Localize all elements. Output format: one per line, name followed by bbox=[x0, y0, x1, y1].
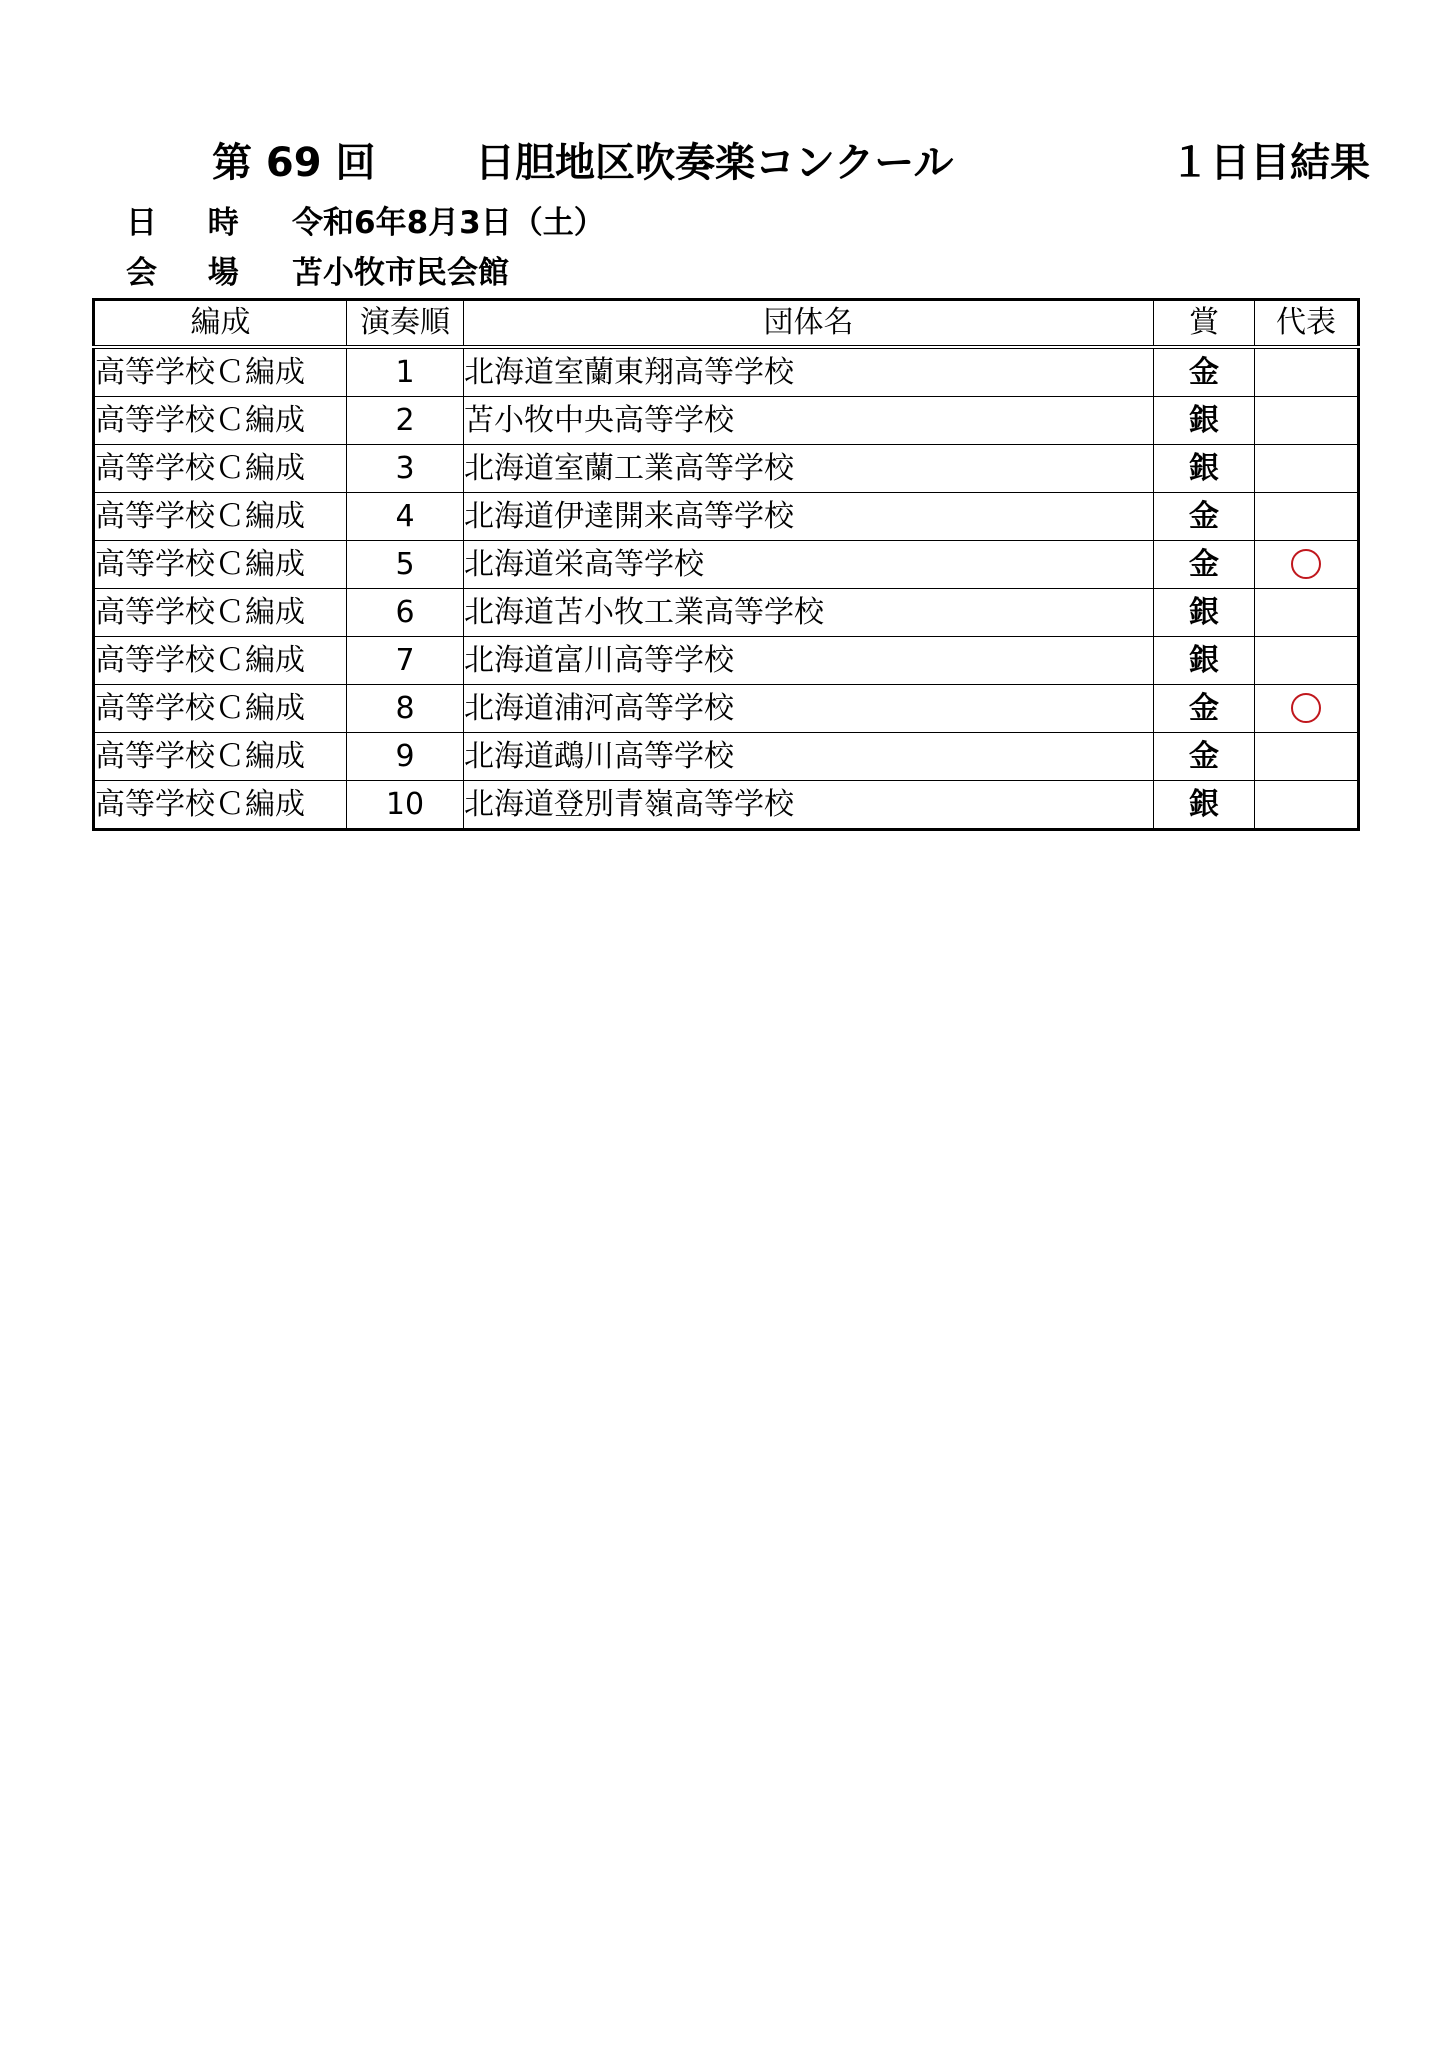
results-table bbox=[92, 298, 1360, 831]
cell-representative bbox=[1255, 347, 1359, 397]
cell-group-name: 北海道室蘭工業高等学校 bbox=[464, 445, 1154, 493]
cell-award: 金 bbox=[1154, 347, 1255, 397]
cell-order: 9 bbox=[347, 733, 464, 781]
cell-representative bbox=[1255, 445, 1359, 493]
date-value: 令和6年8月3日（土） bbox=[292, 205, 605, 241]
contest-session: 第 69 回 bbox=[212, 140, 376, 186]
table-row bbox=[94, 589, 1359, 637]
cell-award: 金 bbox=[1154, 541, 1255, 589]
cell-form: 高等学校Ｃ編成 bbox=[94, 685, 347, 733]
cell-form: 高等学校Ｃ編成 bbox=[94, 781, 347, 830]
table-row bbox=[94, 445, 1359, 493]
cell-order: 2 bbox=[347, 397, 464, 445]
cell-form: 高等学校Ｃ編成 bbox=[94, 637, 347, 685]
cell-order: 8 bbox=[347, 685, 464, 733]
column-header-group: 団体名 bbox=[464, 300, 1154, 348]
cell-representative bbox=[1255, 541, 1359, 589]
cell-group-name: 北海道富川高等学校 bbox=[464, 637, 1154, 685]
document-title bbox=[0, 138, 1448, 188]
venue-value: 苫小牧市民会館 bbox=[292, 255, 509, 291]
column-header-order: 演奏順 bbox=[347, 300, 464, 348]
cell-representative bbox=[1255, 493, 1359, 541]
cell-order: 1 bbox=[347, 347, 464, 397]
cell-award: 銀 bbox=[1154, 445, 1255, 493]
cell-form: 高等学校Ｃ編成 bbox=[94, 347, 347, 397]
cell-group-name: 北海道室蘭東翔高等学校 bbox=[464, 347, 1154, 397]
cell-form: 高等学校Ｃ編成 bbox=[94, 397, 347, 445]
venue-label: 会 場 bbox=[126, 255, 259, 291]
representative-circle-icon bbox=[1291, 549, 1321, 579]
cell-representative bbox=[1255, 589, 1359, 637]
table-row bbox=[94, 347, 1359, 397]
cell-form: 高等学校Ｃ編成 bbox=[94, 445, 347, 493]
cell-form: 高等学校Ｃ編成 bbox=[94, 733, 347, 781]
result-day-label: １日目結果 bbox=[1170, 140, 1370, 186]
date-label: 日 時 bbox=[126, 205, 259, 241]
cell-award: 銀 bbox=[1154, 781, 1255, 830]
cell-award: 銀 bbox=[1154, 397, 1255, 445]
table-row bbox=[94, 733, 1359, 781]
cell-representative bbox=[1255, 733, 1359, 781]
cell-group-name: 北海道登別青嶺高等学校 bbox=[464, 781, 1154, 830]
cell-order: 10 bbox=[347, 781, 464, 830]
table-row bbox=[94, 781, 1359, 830]
column-header-form: 編成 bbox=[94, 300, 347, 348]
cell-representative bbox=[1255, 637, 1359, 685]
table-row bbox=[94, 685, 1359, 733]
cell-representative bbox=[1255, 397, 1359, 445]
cell-form: 高等学校Ｃ編成 bbox=[94, 541, 347, 589]
contest-name: 日胆地区吹奏楽コンクール bbox=[475, 140, 954, 186]
cell-award: 金 bbox=[1154, 493, 1255, 541]
cell-representative bbox=[1255, 685, 1359, 733]
table-body bbox=[94, 347, 1359, 830]
cell-group-name: 北海道苫小牧工業高等学校 bbox=[464, 589, 1154, 637]
cell-order: 4 bbox=[347, 493, 464, 541]
cell-order: 3 bbox=[347, 445, 464, 493]
cell-group-name: 北海道栄高等学校 bbox=[464, 541, 1154, 589]
table-row bbox=[94, 637, 1359, 685]
cell-award: 金 bbox=[1154, 733, 1255, 781]
cell-order: 6 bbox=[347, 589, 464, 637]
column-header-representative: 代表 bbox=[1255, 300, 1359, 348]
representative-circle-icon bbox=[1291, 693, 1321, 723]
cell-order: 5 bbox=[347, 541, 464, 589]
cell-representative bbox=[1255, 781, 1359, 830]
cell-award: 金 bbox=[1154, 685, 1255, 733]
cell-order: 7 bbox=[347, 637, 464, 685]
cell-group-name: 北海道鵡川高等学校 bbox=[464, 733, 1154, 781]
cell-award: 銀 bbox=[1154, 589, 1255, 637]
table-row bbox=[94, 397, 1359, 445]
table-row bbox=[94, 493, 1359, 541]
table-row bbox=[94, 541, 1359, 589]
cell-group-name: 北海道浦河高等学校 bbox=[464, 685, 1154, 733]
cell-award: 銀 bbox=[1154, 637, 1255, 685]
cell-group-name: 苫小牧中央高等学校 bbox=[464, 397, 1154, 445]
column-header-award: 賞 bbox=[1154, 300, 1255, 348]
cell-group-name: 北海道伊達開来高等学校 bbox=[464, 493, 1154, 541]
cell-form: 高等学校Ｃ編成 bbox=[94, 589, 347, 637]
cell-form: 高等学校Ｃ編成 bbox=[94, 493, 347, 541]
table-header-row bbox=[94, 300, 1359, 348]
